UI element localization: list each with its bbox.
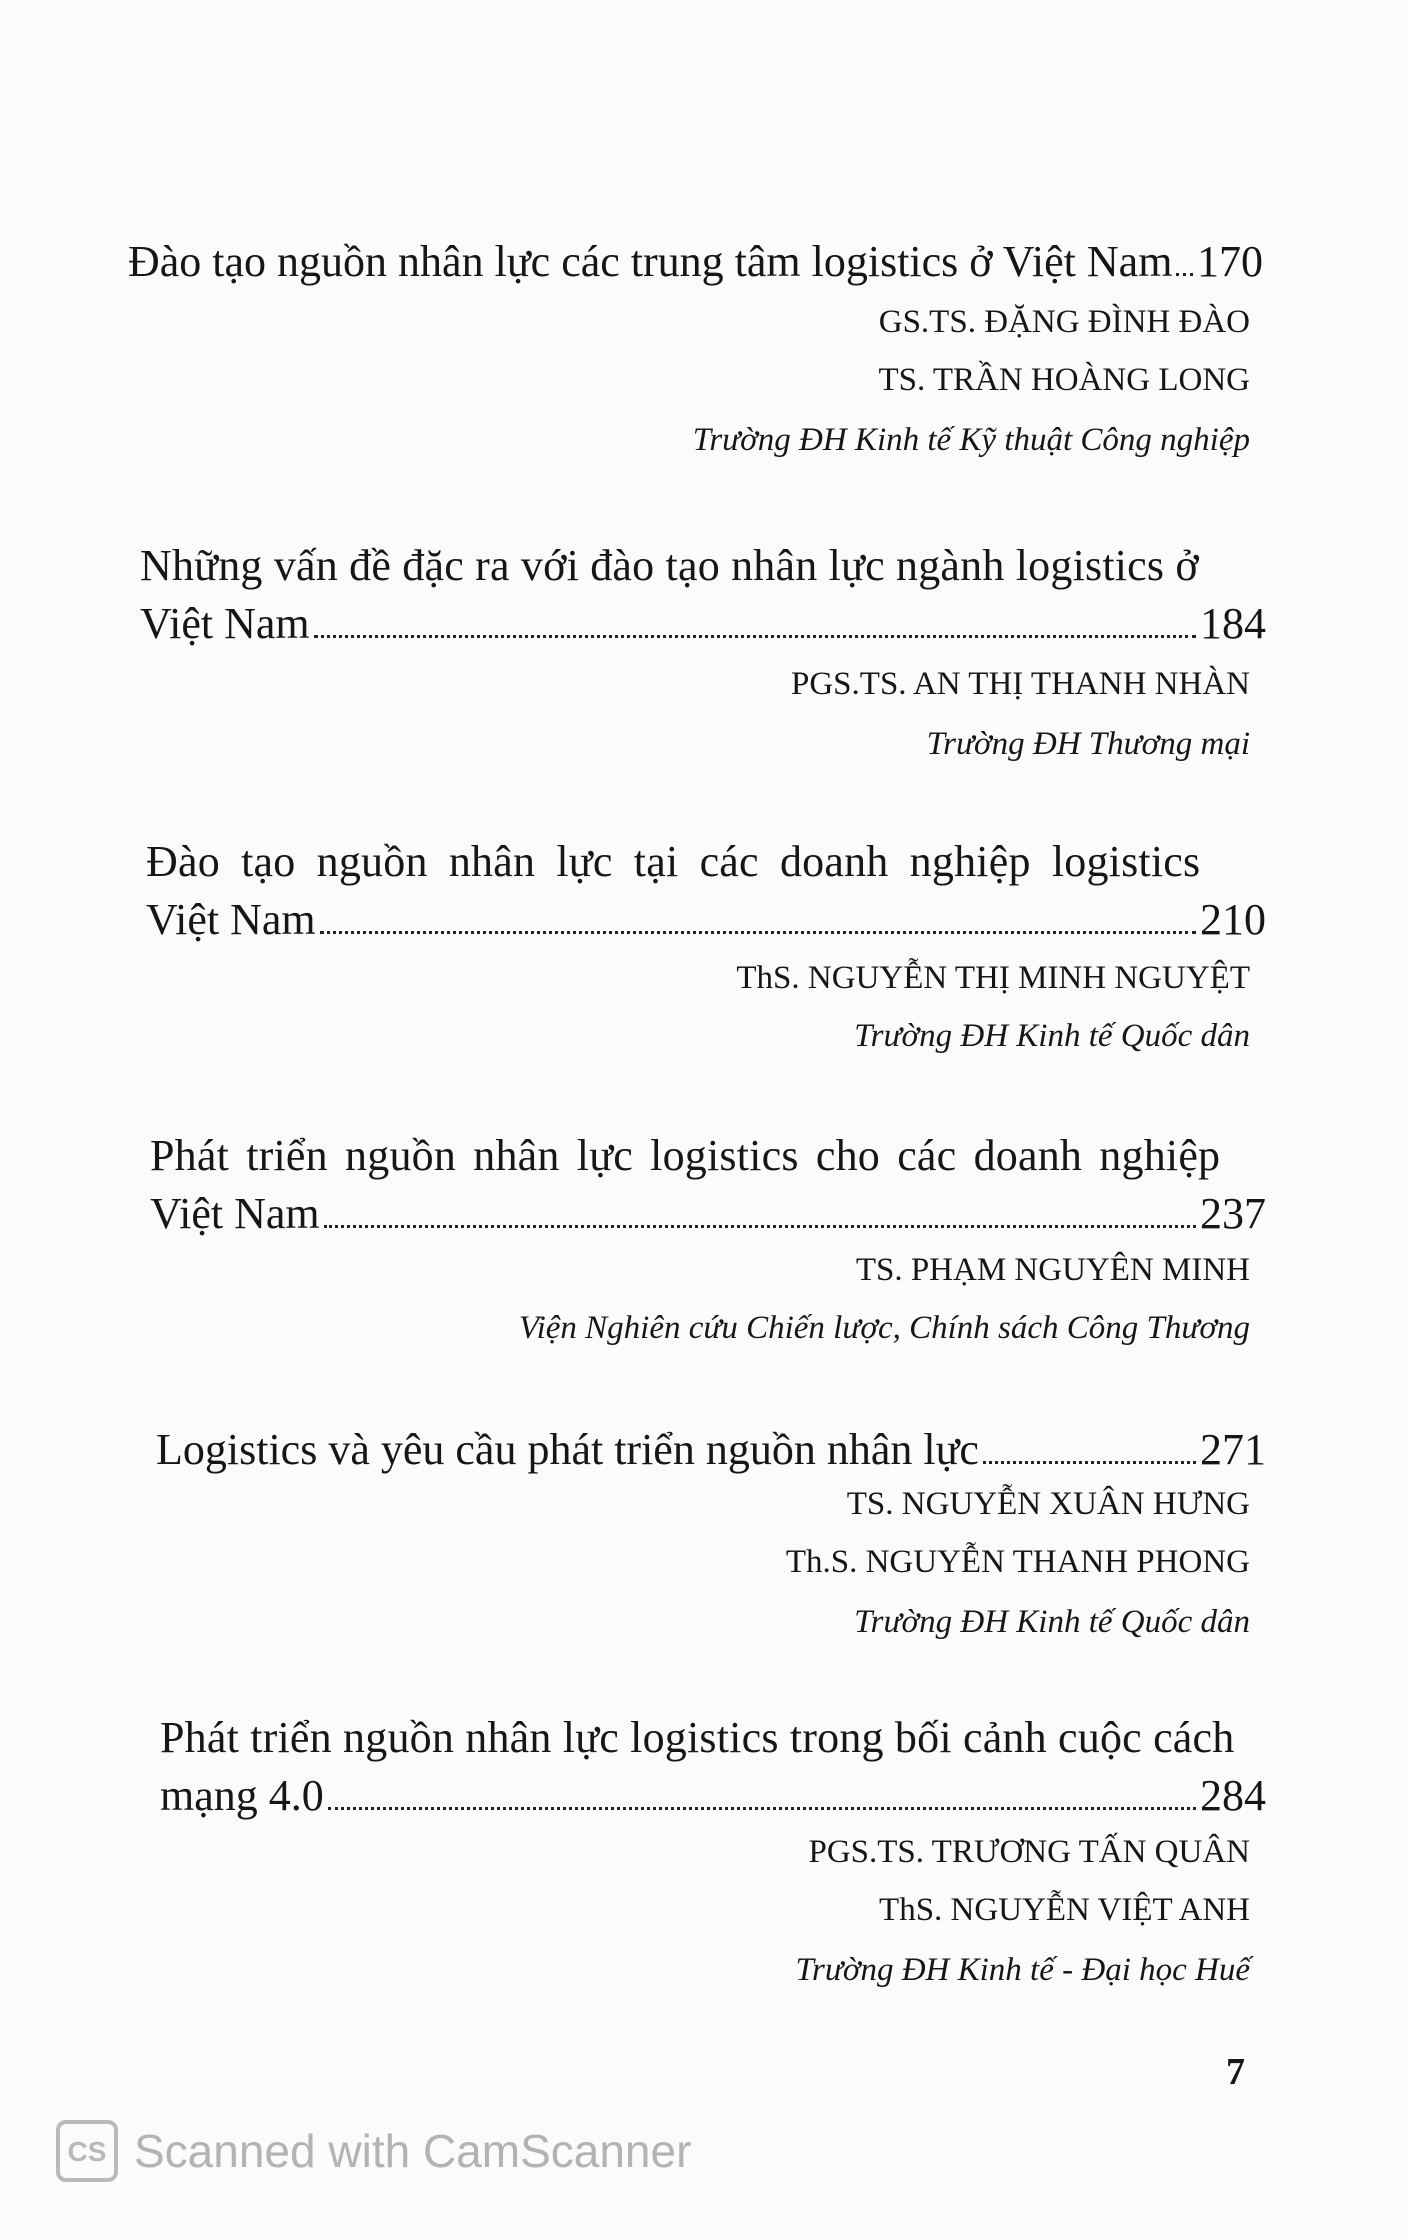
toc-affiliation: Trường ĐH Kinh tế Quốc dân	[854, 1604, 1250, 1640]
toc-title-text: Phát triển nguồn nhân lực logistics cho các doanh nghiệp	[150, 1131, 1221, 1180]
toc-title-text: Phát triển nguồn nhân lực logistics trong bối cảnh cuộc cách	[160, 1713, 1235, 1762]
dot-leader	[314, 634, 1196, 638]
toc-page-number: 170	[1197, 237, 1263, 286]
toc-author: Th.S. NGUYỄN THANH PHONG	[785, 1544, 1250, 1580]
toc-title-text: Đào tạo nguồn nhân lực các trung tâm logistics ở Việt Nam	[128, 237, 1173, 286]
toc-author: PGS.TS. TRƯƠNG TẤN QUÂN	[808, 1834, 1250, 1870]
toc-affiliation: Trường ĐH Kinh tế Quốc dân	[854, 1018, 1250, 1054]
scanner-watermark	[56, 2120, 691, 2182]
page-number: 7	[1226, 2051, 1245, 2093]
toc-page-number: 271	[1200, 1425, 1266, 1474]
toc-affiliation: Trường ĐH Thương mại	[926, 726, 1250, 762]
toc-title-line	[140, 598, 1266, 650]
toc-title-text: Những vấn đề đặc ra với đào tạo nhân lực ngành logistics ở	[140, 541, 1199, 590]
toc-author: ThS. NGUYỄN THỊ MINH NGUYỆT	[736, 960, 1250, 996]
dot-leader	[328, 1806, 1196, 1810]
toc-page-number: 284	[1200, 1771, 1266, 1820]
toc-title-line	[150, 1188, 1266, 1240]
toc-author: GS.TS. ĐẶNG ĐÌNH ĐÀO	[878, 304, 1250, 340]
toc-author: ThS. NGUYỄN VIỆT ANH	[879, 1892, 1250, 1928]
toc-page-number: 210	[1200, 895, 1266, 944]
logo-text: CS	[67, 2136, 107, 2167]
dot-leader	[324, 1224, 1196, 1228]
toc-affiliation: Trường ĐH Kinh tế - Đại học Huế	[795, 1952, 1250, 1988]
toc-title-text: Logistics và yêu cầu phát triển nguồn nhân lực	[156, 1425, 979, 1474]
toc-page-number: 184	[1200, 599, 1266, 648]
camscanner-logo-icon	[56, 2120, 118, 2182]
toc-title-line	[160, 1770, 1266, 1822]
toc-title-text: Việt Nam	[140, 599, 310, 648]
toc-title-text: mạng 4.0	[160, 1771, 324, 1820]
toc-author: TS. TRẦN HOÀNG LONG	[878, 362, 1250, 398]
toc-page-number: 237	[1200, 1189, 1266, 1238]
toc-title-line	[146, 894, 1266, 946]
toc-title-line	[128, 236, 1263, 288]
toc-affiliation: Viện Nghiên cứu Chiến lược, Chính sách Công Thương	[518, 1310, 1250, 1346]
toc-title-text: Việt Nam	[150, 1189, 320, 1238]
toc-title-text: Việt Nam	[146, 895, 316, 944]
watermark-text: Scanned with CamScanner	[134, 2125, 692, 2177]
toc-title-text: Đào tạo nguồn nhân lực tại các doanh nghiệp logistics	[146, 837, 1201, 886]
dot-leader	[320, 930, 1196, 934]
dot-leader	[1176, 272, 1193, 276]
toc-author: TS. PHẠM NGUYÊN MINH	[855, 1252, 1250, 1288]
toc-affiliation: Trường ĐH Kinh tế Kỹ thuật Công nghiệp	[692, 422, 1250, 458]
toc-title-line	[156, 1424, 1266, 1476]
dot-leader	[983, 1460, 1196, 1464]
toc-author: TS. NGUYỄN XUÂN HƯNG	[846, 1486, 1250, 1522]
toc-author: PGS.TS. AN THỊ THANH NHÀN	[791, 666, 1250, 702]
